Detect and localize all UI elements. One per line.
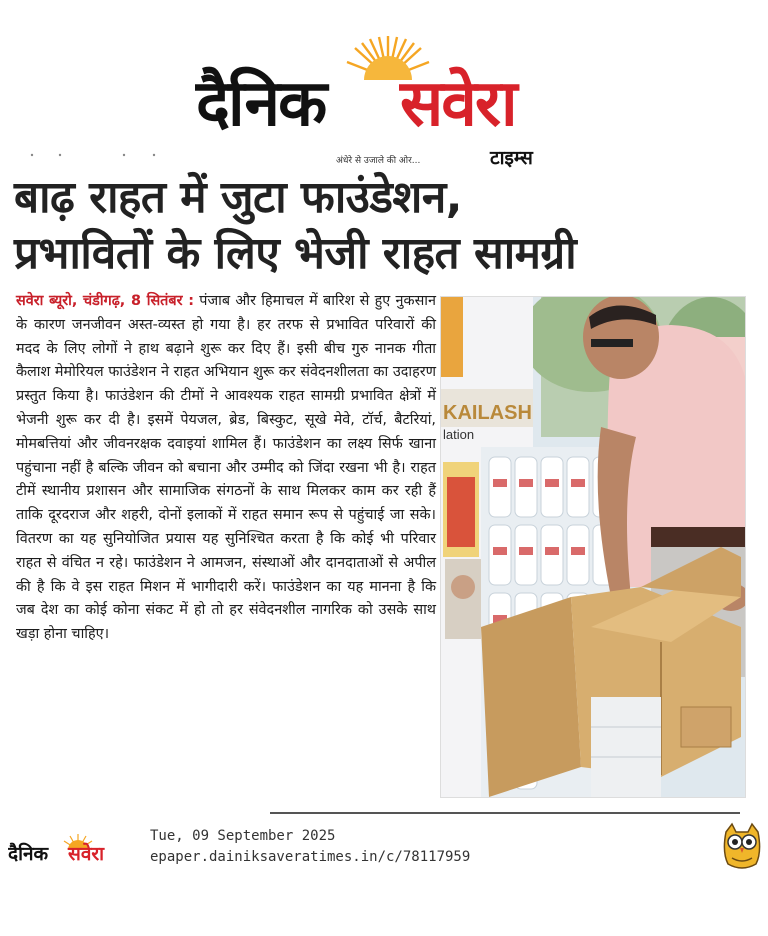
article-dateline: सवेरा ब्यूरो, चंडीगढ़, 8 सितंबर : (16, 293, 194, 309)
footer-logo-black: दैनिक (8, 843, 49, 865)
footer-logo-red: सवेरा (68, 843, 105, 865)
masthead-name-black: दैनिक (196, 66, 326, 141)
masthead-times: टाइम्स (490, 147, 533, 169)
owl-icon[interactable] (722, 822, 762, 870)
photo-banner-subtext: lation (443, 427, 475, 442)
article-body (16, 290, 436, 647)
bottom-rule (270, 812, 740, 817)
news-photo (440, 296, 746, 798)
news-photo-illustration (441, 297, 745, 797)
masthead-name-red: सवेरा (400, 66, 516, 141)
footer-url[interactable]: epaper.dainiksaveratimes.in/c/78117959 (150, 849, 471, 865)
masthead-tagline: अंधेरे से उजाले की ओर... (336, 156, 421, 166)
masthead (0, 20, 768, 169)
footer-logo-graphic (8, 832, 138, 870)
article-text: पंजाब और हिमाचल में बारिश से हुए नुकसान के कारण जनजीवन अस्त-व्यस्त हो गया है। हर तरफ से प्रभावित परिवारों की मदद के लिए लोगों ने हाथ बढ़ाने शुरू कर दिए हैं। इसी बीच गुरु नानक गीता कैलाश मेमोरियल फाउंडेशन ने राहत अभियान शुरू कर संवेदनशीलता का उदाहरण प्रस्तुत किया है। फाउंडेशन की टीमों ने आवश्यक राहत सामग्री प्रभावित क्षेत्रों में भेजनी शुरू कर दी है। इसमें पेयजल, ब्रेड, बिस्कुट, सूखे मेवे, टॉर्च, बैटरियां, मोमबत्तियां और जीवनरक्षक दवाइयां शामिल हैं। फाउंडेशन का लक्ष्य सिर्फ खाना पहुंचाना नहीं है बल्कि जीवन को बचाना और उम्मीद को जिंदा रखना भी है। राहत टीमें स्थानीय प्रशासन और सामाजिक संगठनों के साथ मिलकर काम कर रही हैं ताकि दूरदराज और शहरी, दोनों इलाकों में राहत समान रूप से पहुंचाई जा सके। वितरण का यह सुनियोजित प्रयास यह सुनिश्चित करता है कि कोई भी परिवार राहत से वंचित न रहे। फाउंडेशन ने आमजन, संस्थाओं और दानदाताओं से अपील की है कि वे इस राहत मिशन में भागीदारी करें। फाउंडेशन का यह मानना है कि जब देश का कोई कोना संकट में हो तो हर संवेदनशील नागरिक को उसके साथ खड़ा होना चाहिए। (16, 293, 437, 643)
footer-date: Tue, 09 September 2025 (150, 828, 336, 844)
photo-banner-text: KAILASH (443, 402, 532, 424)
headline (14, 170, 754, 282)
footer-logo (8, 832, 138, 870)
headline-line-1: बाढ़ राहत में जुटा फाउंडेशन, (14, 172, 462, 223)
column-rule (20, 152, 748, 158)
headline-line-2: प्रभावितों के लिए भेजी राहत सामग्री (14, 228, 577, 279)
